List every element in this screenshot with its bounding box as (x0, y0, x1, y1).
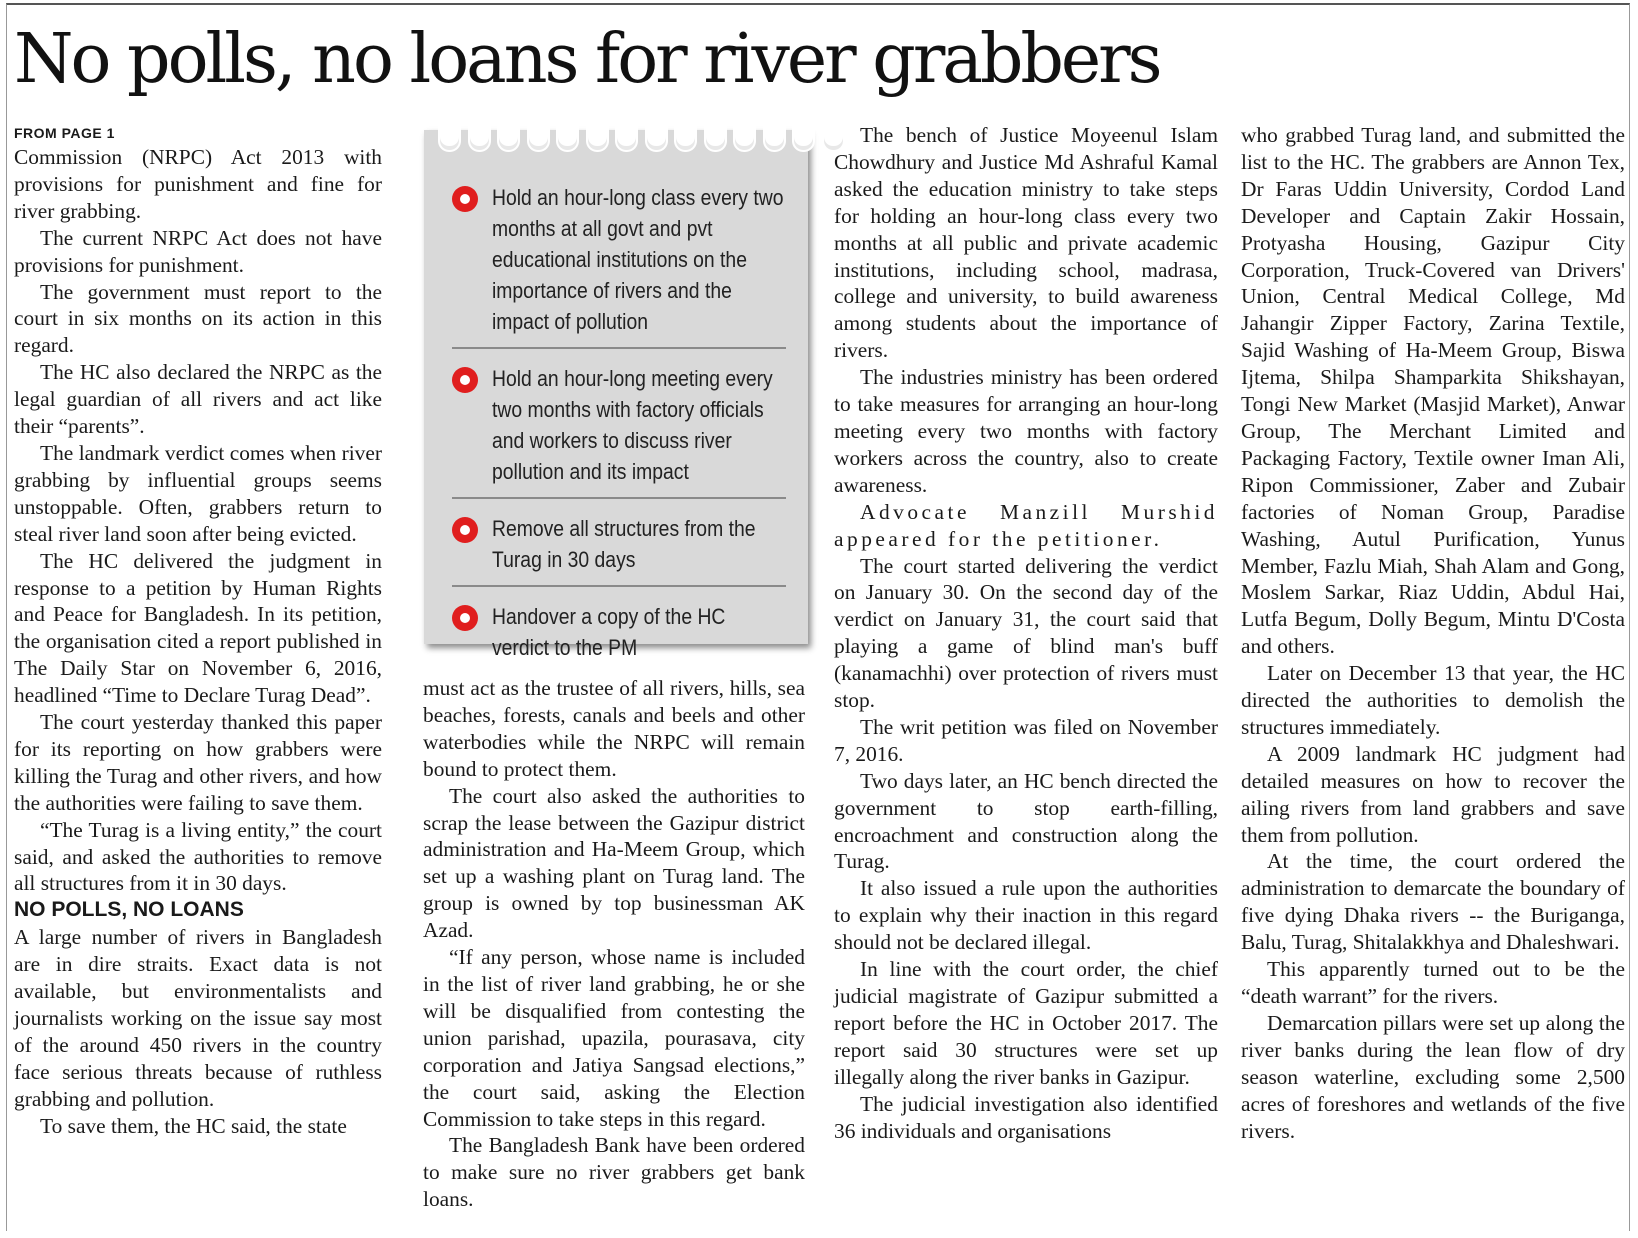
notepad-rings (438, 126, 845, 158)
from-page-label: FROM PAGE 1 (14, 125, 115, 141)
paragraph: “If any person, whose name is included in the list of river land grabbing, he or she will be disqualified from contesting the union parishad, upazila, pourasava, city corporation and Jatiya Sangsad elections,” the court said, asking the Election Commission to take steps in this regard. (423, 945, 805, 1131)
paragraph: “The Turag is a living entity,” the court said, and asked the authorities to remove all structures from it in 30 days. (14, 817, 382, 896)
headline: No polls, no loans for river grabbers (14, 20, 1160, 99)
paragraph: The HC delivered the judgment in response to a petition by Human Rights and Peace for Bangladesh. In its petition, the organisation cited a report published in The Daily Star on November 6, 2016, headlined “Time to Declare Turag Dead”. (14, 548, 382, 708)
paragraph: The government must report to the court in six months on its action in this regard. (14, 279, 382, 358)
paragraph: At the time, the court ordered the administration to demarcate the boundary of five dying Dhaka rivers -- the Buriganga, Balu, Turag, Shitalakkhya and Dhaleshwari. (1241, 849, 1625, 955)
paragraph: Advocate Manzill Murshid appeared for the petitioner. (834, 499, 1218, 551)
paragraph: The court started delivering the verdict on January 30. On the second day of the verdict on January 31, the court said that playing a game of blind man's buff (kanamachhi) over protection of rivers must stop. (834, 553, 1218, 713)
highlights-list (452, 180, 786, 685)
ring-icon (468, 126, 491, 152)
paragraph: The landmark verdict comes when river grabbing by influential groups seems unstoppable. Often, grabbers return to steal river land soon after being evicted. (14, 440, 382, 546)
bullet-icon (452, 517, 478, 543)
paragraph: The court yesterday thanked this paper for its reporting on how grabbers were killing the Turag and other rivers, and how the authorities were failing to save them. (14, 710, 382, 815)
paragraph: The writ petition was filed on November 7, 2016. (834, 714, 1218, 766)
list-item-text: Handover a copy of the HC verdict to the PM (492, 604, 726, 660)
ring-icon (497, 126, 520, 152)
paragraph: The current NRPC Act does not have provisions for punishment. (14, 225, 382, 277)
ring-icon (615, 126, 638, 152)
paragraph: who grabbed Turag land, and submitted the list to the HC. The grabbers are Annon Tex, Dr Faras Uddin University, Cordod Land Developer and Captain Zakir Hossain, Protyasha Housing, Gazipur City Corporation, Truck-Covered van Drivers' Union, Central Medical College, Md Jahangir Zipper Factory, Zarina Textile, Sajid Washing of Ha-Meem Group, Biswa Ijtema, Shilpa Shamparkita Shikshayan, Tongi New Market (Masjid Market), Anwar Group, The Merchant Limited and Packaging Factory, Textile owner Iman Ali, Ripon Commissioner, Zaber and Zubair factories of Noman Group, Paradise Washing, Autul Purification, Yunus Member, Fazlu Miah, Shah Alam and Gong, Moslem Sarkar, Riaz Uddin, Abdul Hai, Lutfa Begum, Dolly Begum, Mintu D'Costa and others. (1241, 123, 1625, 659)
ring-icon (733, 126, 756, 152)
list-item (452, 511, 786, 587)
paragraph: To save them, the HC said, the state (40, 1113, 347, 1138)
ring-icon (645, 126, 668, 152)
paragraph: The judicial investigation also identified 36 individuals and organisations (834, 1091, 1218, 1143)
list-item (452, 361, 786, 499)
paragraph: In line with the court order, the chief judicial magistrate of Gazipur submitted a report before the HC in October 2017. The report said 30 structures were set up illegally along the river banks in Gazipur. (834, 957, 1218, 1089)
paragraph: A 2009 landmark HC judgment had detailed measures on how to recover the ailing rivers from land grabbers and save them from pollution. (1241, 741, 1625, 847)
ring-icon (438, 126, 461, 152)
paragraph: It also issued a rule upon the authorities to explain why their inaction in this regard should not be declared illegal. (834, 876, 1218, 955)
ring-icon (674, 126, 697, 152)
paragraph: The industries ministry has been ordered to take measures for arranging an hour-long meeting every two months with factory workers across the country, also to create awareness. (834, 365, 1218, 497)
ring-icon (556, 126, 579, 152)
article-column-4 (1241, 122, 1625, 1144)
subheading: NO POLLS, NO LOANS (14, 898, 244, 922)
ring-icon (586, 126, 609, 152)
article-column-1 (14, 122, 382, 1140)
list-item-text: Hold an hour-long class every two months at all govt and pvt educational institutions on the importance of rivers and the impact of pollution (492, 185, 784, 334)
article-column-3 (834, 122, 1218, 1144)
ring-icon (792, 126, 815, 152)
list-item (452, 180, 786, 349)
bullet-icon (452, 605, 478, 631)
list-item (452, 599, 786, 673)
paragraph: Later on December 13 that year, the HC directed the authorities to demolish the structures immediately. (1241, 661, 1625, 739)
bullet-icon (452, 186, 478, 212)
paragraph: Demarcation pillars were set up along the river banks during the lean flow of dry season waterline, excluding some 2,500 acres of foreshores and wetlands of the five rivers. (1241, 1010, 1625, 1143)
ring-icon (704, 126, 727, 152)
paragraph: must act as the trustee of all rivers, hills, sea beaches, forests, canals and beels and other waterbodies while the NRPC will remain bound to protect them. (423, 676, 805, 781)
verdict-highlights-box (424, 130, 808, 660)
paragraph: Commission (NRPC) Act 2013 with provisions for punishment and fine for river grabbing. (14, 145, 382, 223)
article-column-2 (423, 675, 805, 1213)
paragraph: The bench of Justice Moyeenul Islam Chowdhury and Justice Md Ashraful Kamal asked the education ministry to take steps for holding an hour-long class every two months at all public and private academic institutions, including school, madrasa, college and university, to build awareness among students about the importance of rivers. (834, 123, 1218, 363)
paragraph: Two days later, an HC bench directed the government to stop earth-filling, encroachment and construction along the Turag. (834, 768, 1218, 874)
paragraph: This apparently turned out to be the “death warrant” for the rivers. (1241, 957, 1625, 1008)
ring-icon (527, 126, 550, 152)
list-item-text: Hold an hour-long meeting every two months with factory officials and workers to discuss river pollution and its impact (492, 366, 773, 484)
paragraph: The court also asked the authorities to scrap the lease between the Gazipur district administration and Ha-Meem Group, which set up a washing plant on Turag land. The group is owned by top businessman AK Azad. (423, 783, 805, 943)
ring-icon (763, 126, 786, 152)
paragraph: The HC also declared the NRPC as the legal guardian of all rivers and act like their “parents”. (14, 360, 382, 439)
paragraph: The Bangladesh Bank have been ordered to make sure no river grabbers get bank loans. (423, 1133, 805, 1212)
paragraph: A large number of rivers in Bangladesh are in dire straits. Exact data is not available, but environmentalists and journalists working on the issue say most of the around 450 rivers in the country face serious threats because of ruthless grabbing and pollution. (14, 925, 382, 1111)
bullet-icon (452, 367, 478, 393)
list-item-text: Remove all structures from the Turag in 30 days (492, 516, 756, 572)
